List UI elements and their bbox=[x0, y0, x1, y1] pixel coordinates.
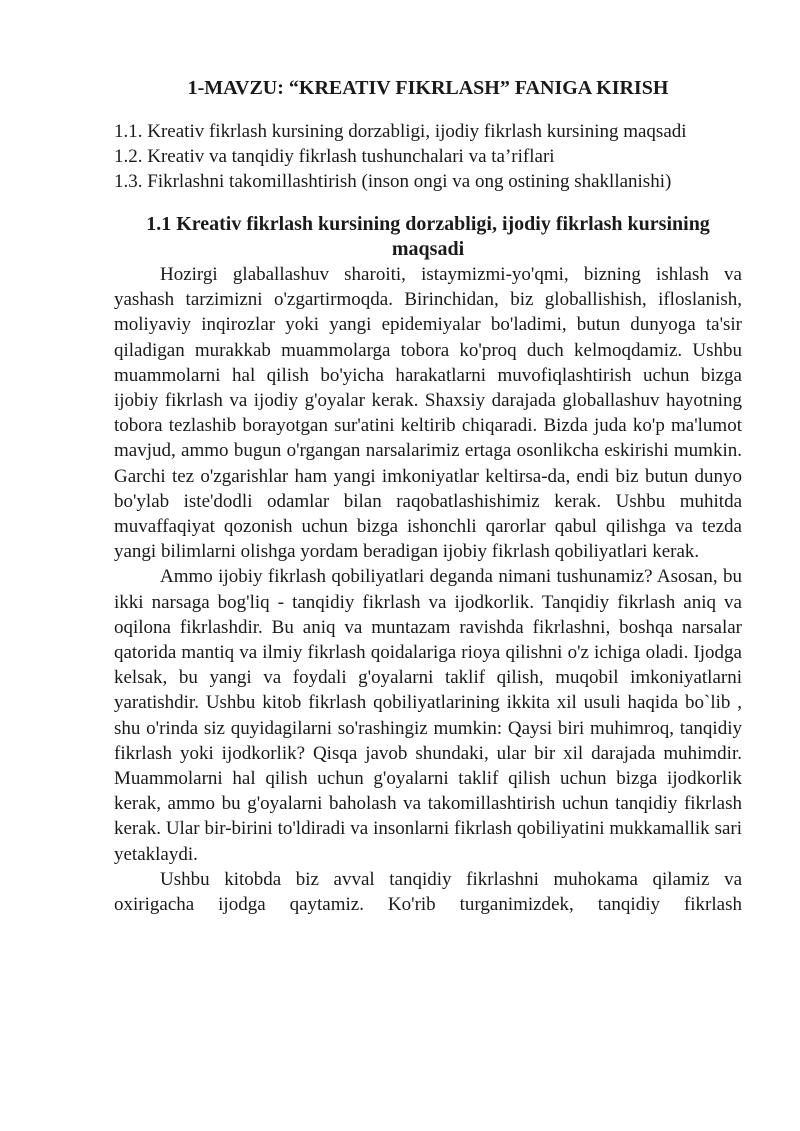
document-page bbox=[114, 74, 742, 917]
toc-item: 1.1. Kreativ fikrlash kursining dorzabligi, ijodiy fikrlash kursining maqsadi bbox=[114, 121, 687, 142]
body-paragraph: Hozirgi glaballashuv sharoiti, istaymizmi-yo'qmi, bizning ishlash va yashash tarzimizni o'zgartirmoqda. Birinchidan, biz globallishish, ifloslanish, moliyaviy inqirozlar yoki yangi epidemiyalar bo'ladimi, butun dunyoga ta'sir qiladigan murakkab muammolarga tobora ko'proq duch kelmoqdamiz. Ushbu muammolarni hal qilish bo'yicha harakatlarni muvofiqlashtirish uchun bizga ijobiy fikrlash va ijodiy g'oyalar kerak. Shaxsiy darajada globallashuv hayotning tobora tezlashib borayotgan sur'atini keltirib chiqaradi. Bizda juda ko'p ma'lumot mavjud, ammo bugun o'rgangan narsalarimiz ertaga osonlikcha eskirishi mumkin. Garchi tez o'zgarishlar ham yangi imkoniyatlar keltirsa-da, endi biz butun dunyo bo'ylab iste'dodli odamlar bilan raqobatlashishimiz kerak. Ushbu muhitda muvaffaqiyat qozonish uchun bizga ishonchli qarorlar qabul qilishga va tezda yangi bilimlarni olishga yordam beradigan ijobiy fikrlash qobiliyatlari kerak. bbox=[114, 264, 742, 563]
page-title: 1-MAVZU: “KREATIV FIKRLASH” FANIGA KIRISH bbox=[187, 77, 669, 99]
section-title: 1.1 Kreativ fikrlash kursining dorzabligi, ijodiy fikrlash kursining maqsadi bbox=[146, 212, 710, 260]
body-paragraph: Ammo ijobiy fikrlash qobiliyatlari deganda nimani tushunamiz? Asosan, bu ikki narsaga bog'liq - tanqidiy fikrlash va ijodkorlik. Tanqidiy fikrlash aniq va oqilona fikrlashdir. Bu aniq va muntazam ravishda fikrlashni, boshqa narsalar qatorida mantiq va ilmiy fikrlash qoidalariga rioya qilishni o'z ichiga oladi. Ijodga kelsak, bu yangi va foydali g'oyalarni taklif qilish, muqobil imkoniyatlarni yaratishdir. Ushbu kitob fikrlash qobiliyatlarining ikkita xil usuli haqida bo`lib , shu o'rinda siz quyidagilarni so'rashingiz mumkin: Qaysi biri muhimroq, tanqidiy fikrlash yoki ijodkorlik? Qisqa javob shundaki, ular bir xil darajada muhimdir. Muammolarni hal qilish uchun g'oyalarni taklif qilish uchun bizga ijodkorlik kerak, ammo bu g'oyalarni baholash va takomillashtirish uchun tanqidiy fikrlash kerak. Ular bir-birini to'ldiradi va insonlarni fikrlash qobiliyatini mukkamallik sari yetaklaydi. bbox=[114, 566, 742, 865]
toc-item: 1.3. Fikrlashni takomillashtirish (inson ongi va ong ostining shakllanishi) bbox=[114, 171, 672, 193]
body-paragraph: Ushbu kitobda biz avval tanqidiy fikrlashni muhokama qilamiz va oxirigacha ijodga qaytamiz. Ko'rib turganimizdek, tanqidiy fikrlash bbox=[114, 868, 742, 916]
table-of-contents bbox=[114, 119, 742, 195]
toc-item: 1.2. Kreativ va tanqidiy fikrlash tushunchalari va ta’riflari bbox=[114, 146, 555, 168]
